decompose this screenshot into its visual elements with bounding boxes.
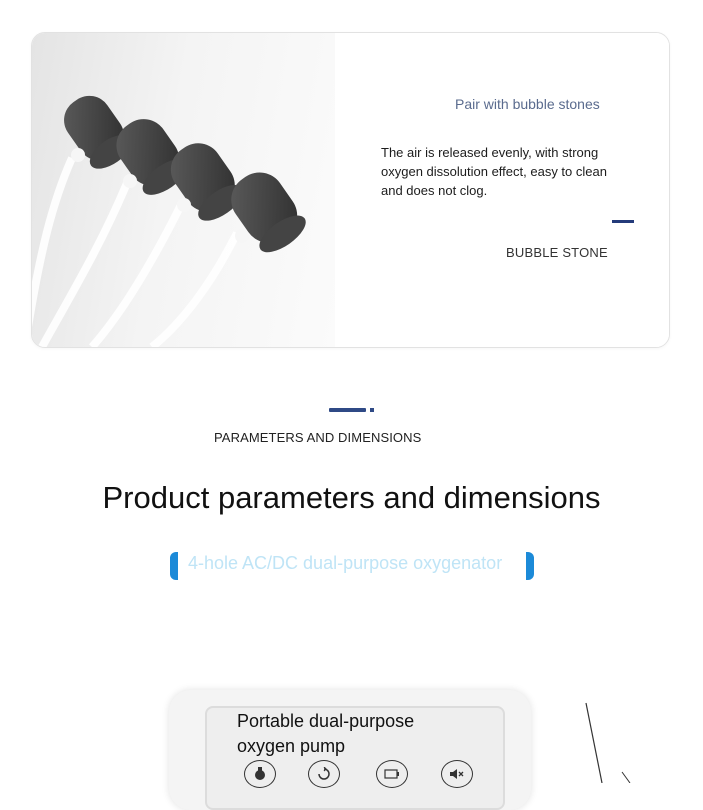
- bubble-stone-photo: [32, 33, 335, 347]
- power-mode-icon: [244, 760, 276, 788]
- accent-dash: [612, 220, 634, 223]
- bubble-stones-image: [32, 33, 335, 347]
- section-marker-dot: [370, 408, 374, 412]
- section-marker-bar: [329, 408, 366, 412]
- device-label: Portable dual-purpose oxygen pump: [237, 711, 415, 756]
- battery-icon: [376, 760, 408, 788]
- bubble-stone-title: Pair with bubble stones: [455, 96, 600, 112]
- section-marker: [329, 408, 376, 413]
- section-eyebrow: PARAMETERS AND DIMENSIONS: [214, 430, 422, 445]
- pill-left-cap: [170, 552, 178, 580]
- bubble-stone-label: BUBBLE STONE: [506, 245, 608, 260]
- cycle-icon: [308, 760, 340, 788]
- pill-text: 4-hole AC/DC dual-purpose oxygenator: [188, 553, 503, 573]
- section-title: Product parameters and dimensions: [102, 480, 601, 515]
- bubble-stone-description: The air is released evenly, with strong oxygen dissolution effect, easy to clean and does not clog.: [381, 145, 607, 198]
- pill-right-cap: [526, 552, 534, 580]
- model-pill: [168, 547, 536, 582]
- mute-icon: [441, 760, 473, 788]
